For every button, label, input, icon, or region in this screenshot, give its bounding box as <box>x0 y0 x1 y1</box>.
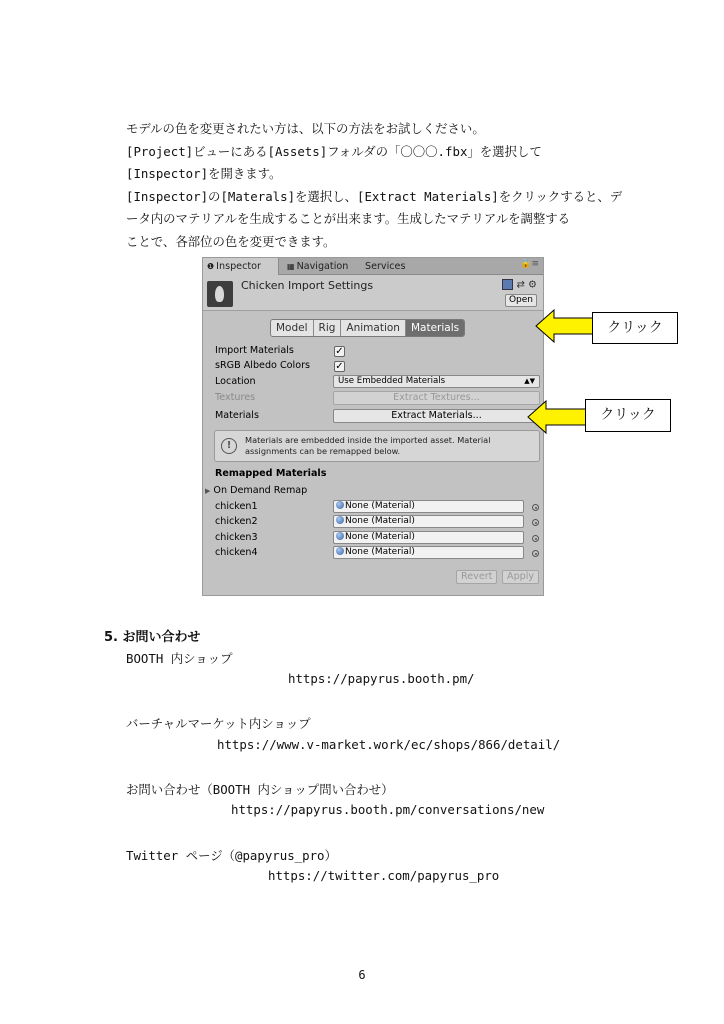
extract-textures-button[interactable]: Extract Textures... <box>333 391 540 405</box>
object-picker-icon[interactable] <box>532 504 539 511</box>
srgb-albedo-label: sRGB Albedo Colors <box>215 360 311 371</box>
import-materials-checkbox[interactable]: ✓ <box>335 346 344 357</box>
remap-name: chicken1 <box>215 501 258 512</box>
click-callout: クリック <box>585 399 671 432</box>
tab-materials[interactable]: Materials <box>406 320 464 336</box>
inspector-header <box>203 275 543 311</box>
tab-services[interactable]: Services <box>365 261 406 272</box>
tab-animation[interactable]: Animation <box>341 320 406 336</box>
twitter-label: Twitter ページ（@papyrus_pro） <box>126 848 337 863</box>
object-picker-icon[interactable] <box>532 550 539 557</box>
intro-line: ータ内のマテリアルを生成することが出来ます。生成したマテリアルを調整する <box>126 211 571 227</box>
extract-materials-button[interactable]: Extract Materials... <box>333 409 540 423</box>
settings-icon[interactable]: ⇄ ⚙ <box>516 279 537 291</box>
info-icon: ❶ <box>207 262 215 271</box>
warning-icon: ! <box>221 438 237 454</box>
inquiry-link[interactable]: https://papyrus.booth.pm/conversations/new <box>231 802 545 817</box>
page-number: 6 <box>358 968 366 982</box>
intro-line: [Inspector]の[Materals]を選択し、[Extract Materials]をクリックすると、デ <box>126 188 623 204</box>
arrow-icon <box>527 399 587 435</box>
location-label: Location <box>215 376 256 387</box>
inquiry-label: お問い合わせ（BOOTH 内ショップ問い合わせ） <box>126 782 394 797</box>
intro-line: [Project]ビューにある[Assets]フォルダの「〇〇〇.fbx」を選択して <box>126 143 542 159</box>
header-icons <box>502 279 537 291</box>
tab-navigation[interactable]: ▦ Navigation <box>287 261 349 272</box>
vmarket-shop-label: バーチャルマーケット内ショップ <box>126 716 311 731</box>
lock-menu-icon[interactable]: 🔒≡ <box>520 259 539 269</box>
on-demand-remap-foldout[interactable]: ▶ On Demand Remap <box>205 485 308 496</box>
tab-model[interactable]: Model <box>271 320 314 336</box>
material-object-field[interactable]: None (Material) <box>333 500 524 513</box>
contact-heading: 5. お問い合わせ <box>104 630 201 645</box>
remapped-materials-heading: Remapped Materials <box>215 468 327 479</box>
material-icon <box>336 501 344 509</box>
import-tabs <box>270 319 465 337</box>
inspector-panel <box>202 257 544 596</box>
material-object-field[interactable]: None (Material) <box>333 546 524 559</box>
intro-line: ことで、各部位の色を変更できます。 <box>126 233 336 249</box>
booth-shop-label: BOOTH 内ショップ <box>126 651 233 666</box>
object-picker-icon[interactable] <box>532 519 539 526</box>
inspector-tab-bar <box>203 258 543 275</box>
material-icon <box>336 516 344 524</box>
material-icon <box>336 547 344 555</box>
vmarket-shop-link[interactable]: https://www.v-market.work/ec/shops/866/detail/ <box>217 737 561 752</box>
material-icon <box>336 532 344 540</box>
navigation-icon: ▦ <box>287 262 295 271</box>
remap-name: chicken2 <box>215 516 258 527</box>
remap-name: chicken4 <box>215 547 258 558</box>
model-asset-icon <box>207 281 233 307</box>
twitter-link[interactable]: https://twitter.com/papyrus_pro <box>268 868 500 883</box>
material-object-field[interactable]: None (Material) <box>333 515 524 528</box>
apply-button[interactable]: Apply <box>502 570 539 584</box>
booth-shop-link[interactable]: https://papyrus.booth.pm/ <box>288 671 475 686</box>
material-object-field[interactable]: None (Material) <box>333 531 524 544</box>
dropdown-arrow-icon: ▲▼ <box>524 377 535 385</box>
intro-line: モデルの色を変更されたい方は、以下の方法をお試しください。 <box>126 121 485 136</box>
open-button[interactable]: Open <box>505 294 537 307</box>
import-materials-label: Import Materials <box>215 345 294 356</box>
remap-name: chicken3 <box>215 532 258 543</box>
help-book-icon[interactable] <box>502 279 513 290</box>
intro-line: [Inspector]を開きます。 <box>126 166 282 182</box>
inspector-title: Chicken Import Settings <box>241 279 374 292</box>
object-picker-icon[interactable] <box>532 535 539 542</box>
materials-label: Materials <box>215 410 259 421</box>
help-box <box>214 430 540 462</box>
srgb-albedo-checkbox[interactable]: ✓ <box>335 361 344 372</box>
textures-label: Textures <box>215 392 256 403</box>
click-callout: クリック <box>592 312 678 344</box>
tab-inspector[interactable]: ❶ Inspector <box>203 258 279 275</box>
arrow-icon <box>535 308 595 344</box>
intro-paragraph <box>126 118 626 254</box>
revert-button[interactable]: Revert <box>456 570 497 584</box>
tab-rig[interactable]: Rig <box>314 320 342 336</box>
location-dropdown[interactable]: Use Embedded Materials ▲▼ <box>333 375 540 388</box>
help-text: Materials are embedded inside the imported asset. Material assignments can be remapped below. <box>245 435 491 456</box>
foldout-triangle-icon: ▶ <box>205 487 211 495</box>
